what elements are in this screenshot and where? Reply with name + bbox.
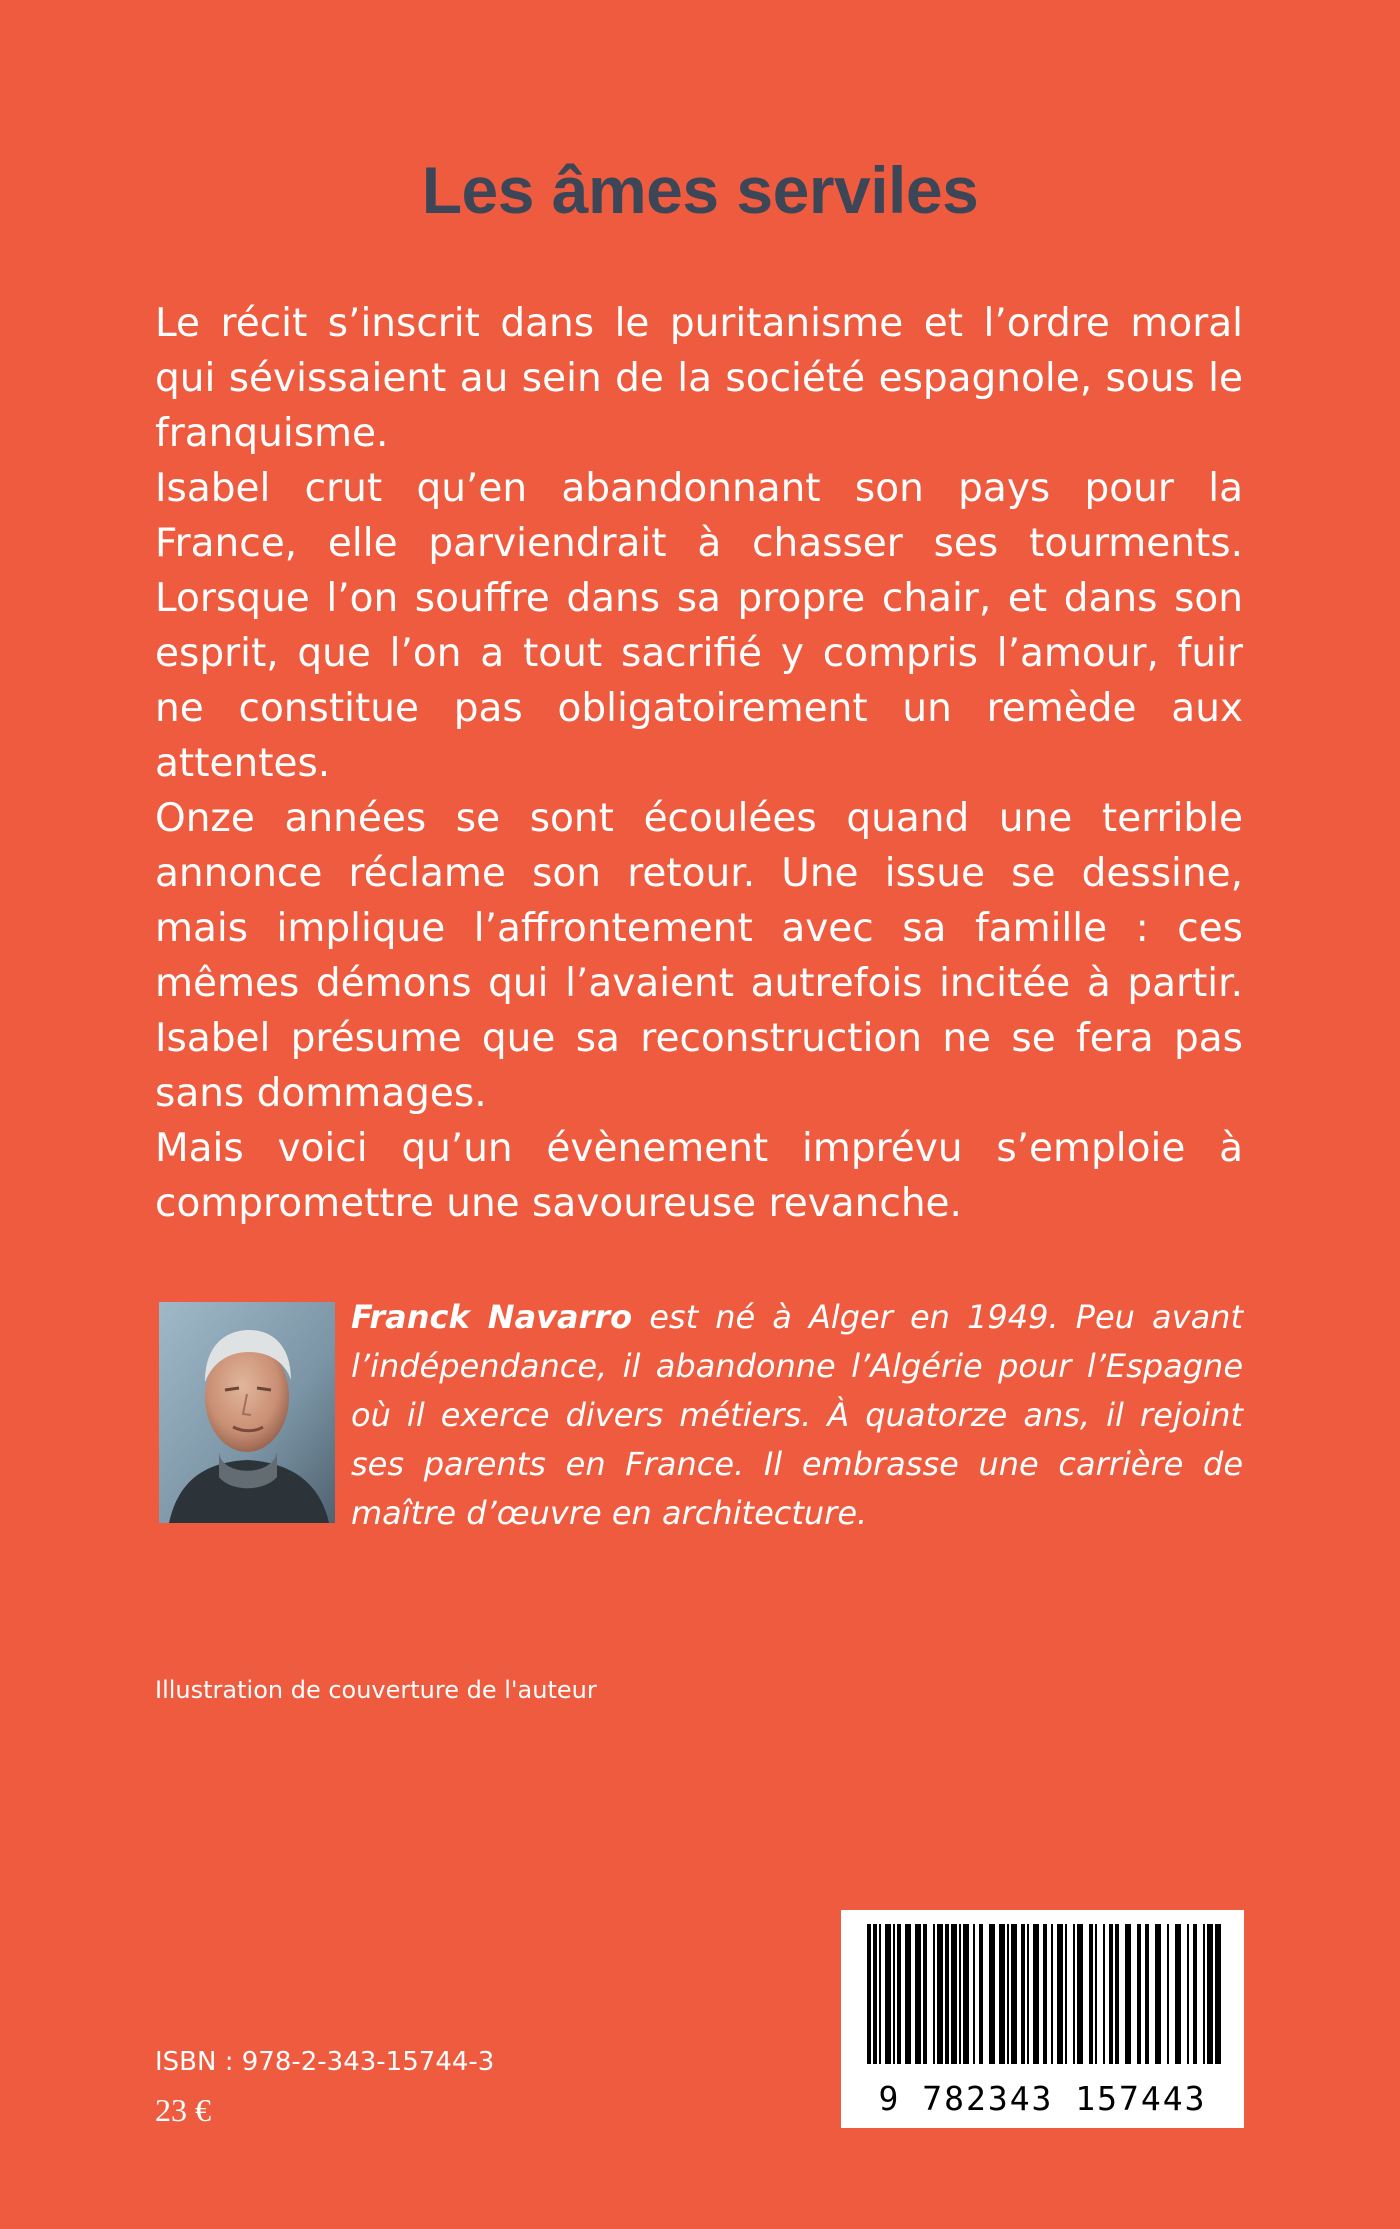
barcode-bar bbox=[945, 1924, 949, 2064]
barcode-bar bbox=[1145, 1924, 1149, 2064]
barcode-bar bbox=[989, 1924, 995, 2064]
barcode-bar bbox=[937, 1924, 943, 2064]
barcode-bar bbox=[1137, 1924, 1141, 2064]
barcode-bar bbox=[1125, 1924, 1131, 2064]
barcode-bar bbox=[923, 1924, 927, 2064]
author-name: Franck Navarro bbox=[351, 1298, 633, 1336]
blurb-paragraph: Le récit s’inscrit dans le puritanisme et l’ordre moral qui sévissaient au sein de la société espagnole, sous le franquisme. bbox=[155, 301, 1243, 456]
barcode-bar bbox=[1155, 1924, 1161, 2064]
book-title: Les âmes serviles bbox=[421, 153, 979, 227]
barcode-bar bbox=[1011, 1924, 1017, 2064]
barcode-bars bbox=[841, 1910, 1244, 2080]
barcode-bar bbox=[1033, 1924, 1039, 2064]
barcode-bar bbox=[1065, 1924, 1067, 2064]
barcode-bar bbox=[1103, 1924, 1105, 2064]
barcode-bar bbox=[905, 1924, 911, 2064]
barcode-bar bbox=[1027, 1924, 1029, 2064]
blurb-paragraph: Onze années se sont écoulées quand une terrible annonce réclame son retour. Une issue se dessine, mais implique l’affrontement avec sa famille : ces mêmes démons qui l’avaient autrefois incitée à partir. Isabel présume que sa reconstruction ne se fera pas sans dommages. bbox=[155, 796, 1243, 1116]
barcode-bar bbox=[1095, 1924, 1097, 2064]
author-photo bbox=[159, 1302, 335, 1523]
barcode-bar bbox=[1215, 1924, 1221, 2064]
barcode-bar bbox=[1051, 1924, 1053, 2064]
barcode-bar bbox=[915, 1924, 921, 2064]
barcode-bar bbox=[885, 1924, 891, 2064]
barcode-bar bbox=[933, 1924, 935, 2064]
barcode bbox=[841, 1910, 1244, 2128]
barcode-bar bbox=[999, 1924, 1005, 2064]
barcode-bar bbox=[1203, 1924, 1205, 2064]
barcode-bar bbox=[893, 1924, 895, 2064]
barcode-bar bbox=[1109, 1924, 1113, 2064]
barcode-bar bbox=[1167, 1924, 1169, 2064]
barcode-bar bbox=[867, 1924, 871, 2064]
author-bio bbox=[351, 1293, 1243, 1538]
blurb-paragraph: Mais voici qu’un évènement imprévu s’emploie à compromettre une savoureuse revanche. bbox=[155, 1126, 1243, 1226]
barcode-bar bbox=[1187, 1924, 1189, 2064]
barcode-bar bbox=[1089, 1924, 1093, 2064]
barcode-bar bbox=[951, 1924, 957, 2064]
barcode-bar bbox=[959, 1924, 961, 2064]
barcode-bar bbox=[1115, 1924, 1119, 2064]
barcode-bar bbox=[1193, 1924, 1197, 2064]
barcode-bar bbox=[973, 1924, 975, 2064]
barcode-bar bbox=[1057, 1924, 1063, 2064]
barcode-bar bbox=[879, 1924, 881, 2064]
barcode-bar bbox=[1007, 1924, 1009, 2064]
barcode-bar bbox=[963, 1924, 969, 2064]
barcode-bar bbox=[1207, 1924, 1213, 2064]
barcode-bar bbox=[1175, 1924, 1181, 2064]
barcode-bar bbox=[1021, 1924, 1025, 2064]
barcode-bar bbox=[979, 1924, 983, 2064]
barcode-digits: 9 782343 157443 bbox=[878, 2079, 1207, 2118]
barcode-bar bbox=[873, 1924, 877, 2064]
barcode-bar bbox=[1073, 1924, 1075, 2064]
cover-illustration-credit: Illustration de couverture de l'auteur bbox=[155, 1676, 597, 1704]
blurb-paragraph: Isabel crut qu’en abandonnant son pays pour la France, elle parviendrait à chasser ses tourments. Lorsque l’on souffre dans sa propre chair, et dans son esprit, que l’on a tout sacrifié y compris l’amour, fuir ne constitue pas obligatoirement un remède aux attentes. bbox=[155, 466, 1243, 786]
barcode-bar bbox=[1077, 1924, 1083, 2064]
author-bio-text: est né à Alger en 1949. Peu avant l’indépendance, il abandonne l’Algérie pour l’Espagne où il exerce divers métiers. À quatorze ans, il rejoint ses parents en France. Il embrasse une carrière de maître d’œuvre en architecture. bbox=[351, 1298, 1244, 1532]
back-cover-blurb bbox=[155, 296, 1243, 1231]
barcode-bar bbox=[897, 1924, 901, 2064]
price: 23 € bbox=[155, 2092, 211, 2128]
barcode-bar bbox=[1043, 1924, 1047, 2064]
isbn: ISBN : 978-2-343-15744-3 bbox=[155, 2047, 495, 2077]
